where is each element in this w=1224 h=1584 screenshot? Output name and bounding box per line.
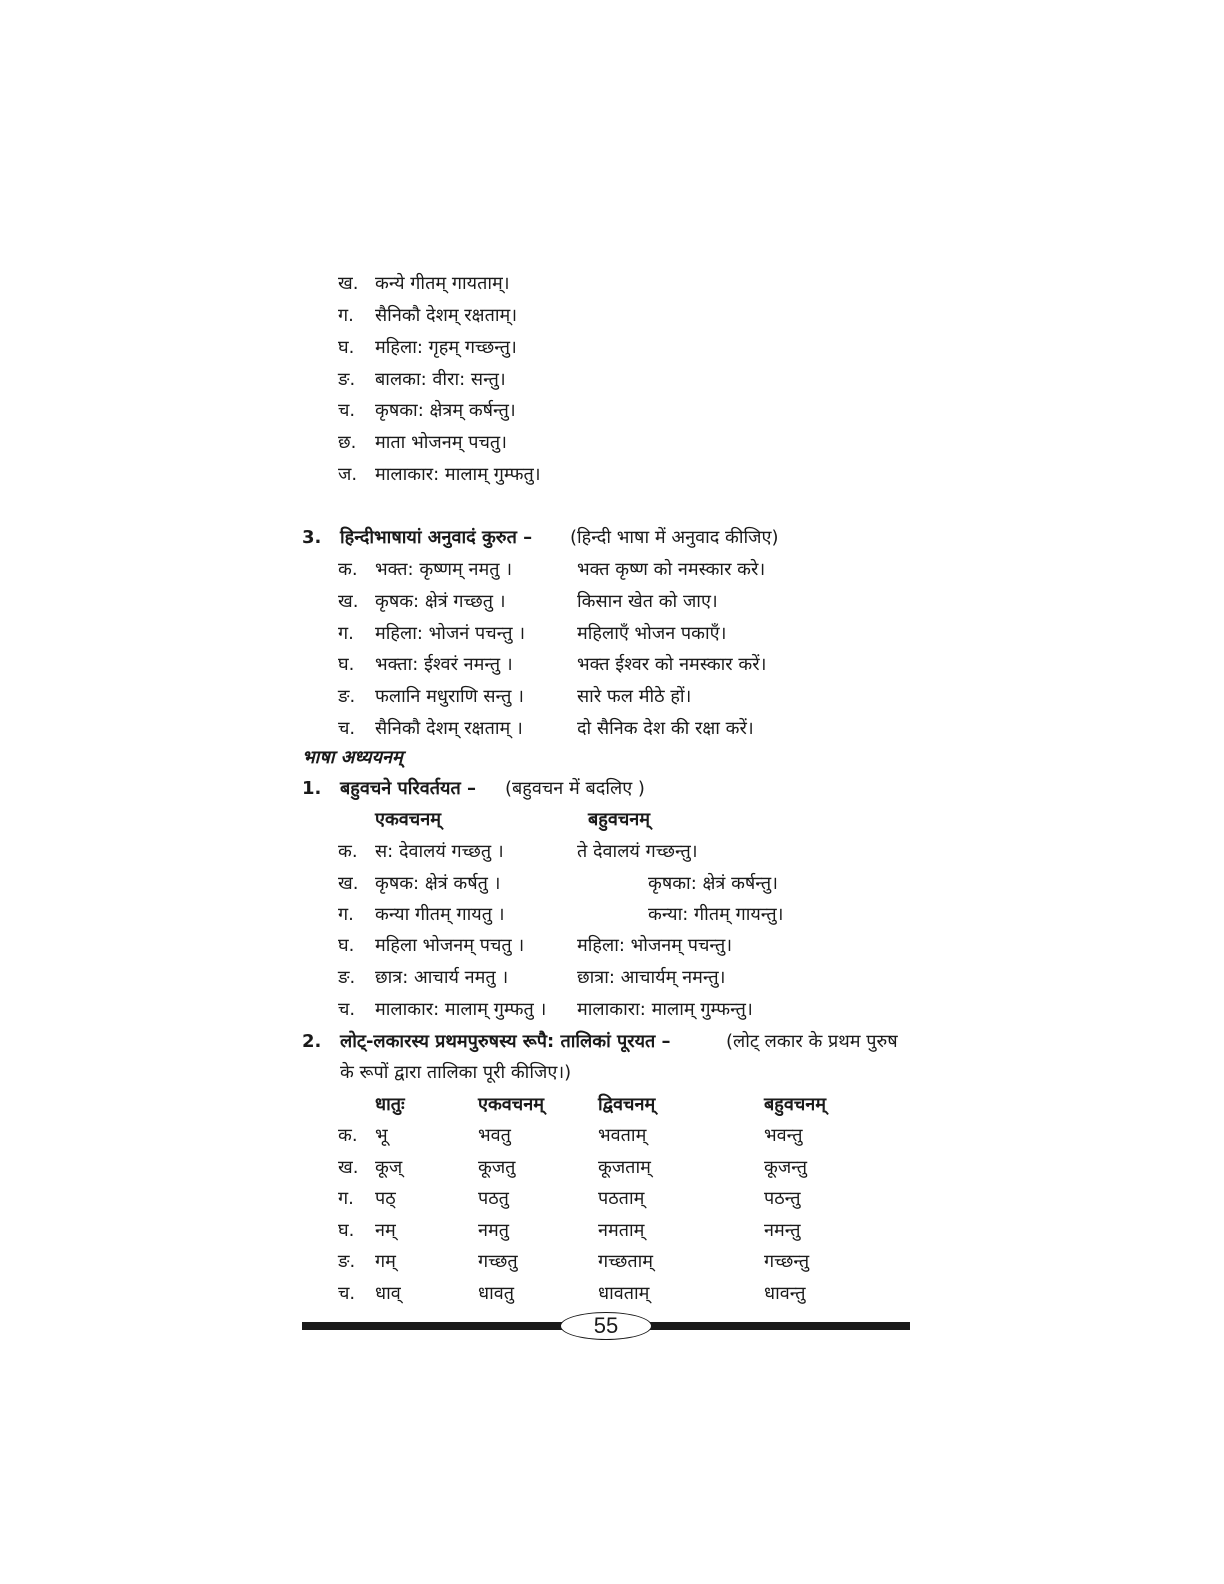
- sanskrit-sentence: फलानि मधुराणि सन्तु ।: [375, 686, 524, 707]
- table-cell: नमन्तु: [764, 1220, 801, 1241]
- sanskrit-sentence: सैनिकौ देशम् रक्षताम् ।: [375, 718, 523, 739]
- row-marker: ख.: [338, 1157, 359, 1178]
- table-cell: पठन्तु: [764, 1188, 801, 1209]
- singular-sentence: कृषक: क्षेत्रं कर्षतु ।: [375, 873, 501, 894]
- hindi-translation: दो सैनिक देश की रक्षा करें।: [577, 718, 754, 739]
- row-marker: ग.: [338, 623, 354, 644]
- table-cell: कूजतु: [478, 1157, 516, 1178]
- sanskrit-sentence: भक्त: कृष्णम् नमतु ।: [375, 559, 513, 580]
- hindi-translation: भक्त ईश्वर को नमस्कार करें।: [577, 654, 767, 675]
- section-heading: भाषा अध्ययनम्: [302, 747, 403, 768]
- list-item: माता भोजनम् पचतु।: [375, 432, 507, 453]
- question-number: 1.: [302, 778, 322, 799]
- row-marker: ङ.: [338, 686, 356, 707]
- hindi-translation: सारे फल मीठे हों।: [577, 686, 692, 707]
- question-number: 3.: [302, 527, 322, 548]
- list-item: कन्ये गीतम् गायताम्।: [375, 273, 510, 294]
- list-marker: घ.: [338, 337, 355, 358]
- plural-sentence: महिला: भोजनम् पचन्तु।: [577, 935, 733, 956]
- question-title: हिन्दीभाषायां अनुवादं कुरुत –: [340, 527, 533, 548]
- table-cell: पठतु: [478, 1188, 509, 1209]
- list-marker: छ.: [338, 432, 357, 453]
- question-title: बहुवचने परिवर्तयत –: [340, 778, 477, 799]
- table-header-singular: एकवचनम्: [478, 1094, 544, 1115]
- row-marker: च.: [338, 718, 356, 739]
- question-number: 2.: [302, 1031, 322, 1052]
- table-cell: कूजन्तु: [764, 1157, 807, 1178]
- table-cell: भवन्तु: [764, 1125, 803, 1146]
- table-cell: धाव्: [375, 1283, 401, 1304]
- table-cell: पठताम्: [598, 1188, 645, 1209]
- column-header-plural: बहुवचनम्: [588, 809, 651, 830]
- hindi-translation: महिलाएँ भोजन पकाएँ।: [577, 623, 727, 644]
- table-cell: कूजताम्: [598, 1157, 651, 1178]
- row-marker: ख.: [338, 591, 359, 612]
- row-marker: घ.: [338, 654, 355, 675]
- list-item: बालका: वीरा: सन्तु।: [375, 369, 506, 390]
- question-subtitle: (हिन्दी भाषा में अनुवाद कीजिए): [570, 527, 779, 548]
- row-marker: च.: [338, 1283, 356, 1304]
- row-marker: ङ.: [338, 967, 356, 988]
- list-marker: च.: [338, 400, 356, 421]
- table-header-plural: बहुवचनम्: [764, 1094, 827, 1115]
- page-number: 55: [560, 1312, 652, 1340]
- row-marker: ख.: [338, 873, 359, 894]
- singular-sentence: मालाकार: मालाम् गुम्फतु ।: [375, 999, 547, 1020]
- column-header-singular: एकवचनम्: [375, 809, 441, 830]
- hindi-translation: भक्त कृष्ण को नमस्कार करे।: [577, 559, 766, 580]
- singular-sentence: कन्या गीतम् गायतु ।: [375, 904, 505, 925]
- singular-sentence: महिला भोजनम् पचतु ।: [375, 935, 525, 956]
- table-cell: भवताम्: [598, 1125, 647, 1146]
- row-marker: ग.: [338, 904, 354, 925]
- table-cell: धावताम्: [598, 1283, 650, 1304]
- plural-sentence: ते देवालयं गच्छन्तु।: [577, 841, 698, 862]
- plural-sentence: छात्रा: आचार्यम् नमन्तु।: [577, 967, 726, 988]
- singular-sentence: छात्र: आचार्य नमतु ।: [375, 967, 509, 988]
- list-item: सैनिकौ देशम् रक्षताम्।: [375, 305, 518, 326]
- table-header-root: धातुः: [375, 1094, 405, 1115]
- singular-sentence: स: देवालयं गच्छतु ।: [375, 841, 504, 862]
- row-marker: क.: [338, 1125, 358, 1146]
- sanskrit-sentence: भक्ता: ईश्वरं नमन्तु ।: [375, 654, 513, 675]
- list-item: कृषका: क्षेत्रम् कर्षन्तु।: [375, 400, 516, 421]
- table-cell: गच्छतु: [478, 1251, 518, 1272]
- question-title: लोट्-लकारस्य प्रथमपुरुषस्य रूपै: तालिकां पूरयत –: [340, 1031, 671, 1052]
- row-marker: क.: [338, 559, 358, 580]
- plural-sentence: कन्या: गीतम् गायन्तु।: [648, 904, 784, 925]
- row-marker: च.: [338, 999, 356, 1020]
- table-cell: भवतु: [478, 1125, 511, 1146]
- row-marker: क.: [338, 841, 358, 862]
- row-marker: ग.: [338, 1188, 354, 1209]
- question-subtitle: (लोट् लकार के प्रथम पुरुष: [726, 1031, 898, 1052]
- plural-sentence: कृषका: क्षेत्रं कर्षन्तु।: [648, 873, 778, 894]
- question-subtitle-continued: के रूपों द्वारा तालिका पूरी कीजिए।): [340, 1062, 572, 1083]
- row-marker: घ.: [338, 1220, 355, 1241]
- table-cell: नम्: [375, 1220, 396, 1241]
- list-marker: ख.: [338, 273, 359, 294]
- list-marker: ङ.: [338, 369, 356, 390]
- table-cell: गच्छताम्: [598, 1251, 654, 1272]
- table-cell: गच्छन्तु: [764, 1251, 810, 1272]
- table-cell: गम्: [375, 1251, 396, 1272]
- table-cell: धावतु: [478, 1283, 514, 1304]
- list-item: महिला: गृहम् गच्छन्तु।: [375, 337, 517, 358]
- table-cell: कूज्: [375, 1157, 403, 1178]
- table-cell: नमतु: [478, 1220, 510, 1241]
- list-item: मालाकार: मालाम् गुम्फतु।: [375, 464, 541, 485]
- plural-sentence: मालाकारा: मालाम् गुम्फन्तु।: [577, 999, 753, 1020]
- row-marker: ङ.: [338, 1251, 356, 1272]
- table-cell: नमताम्: [598, 1220, 645, 1241]
- list-marker: ज.: [338, 464, 358, 485]
- list-marker: ग.: [338, 305, 354, 326]
- table-cell: पठ्: [375, 1188, 396, 1209]
- sanskrit-sentence: कृषक: क्षेत्रं गच्छतु ।: [375, 591, 506, 612]
- question-subtitle: (बहुवचन में बदलिए ): [505, 778, 645, 799]
- table-cell: धावन्तु: [764, 1283, 806, 1304]
- sanskrit-sentence: महिला: भोजनं पचन्तु ।: [375, 623, 526, 644]
- hindi-translation: किसान खेत को जाए।: [577, 591, 718, 612]
- table-cell: भू: [375, 1125, 388, 1146]
- row-marker: घ.: [338, 935, 355, 956]
- table-header-dual: द्विवचनम्: [598, 1094, 656, 1115]
